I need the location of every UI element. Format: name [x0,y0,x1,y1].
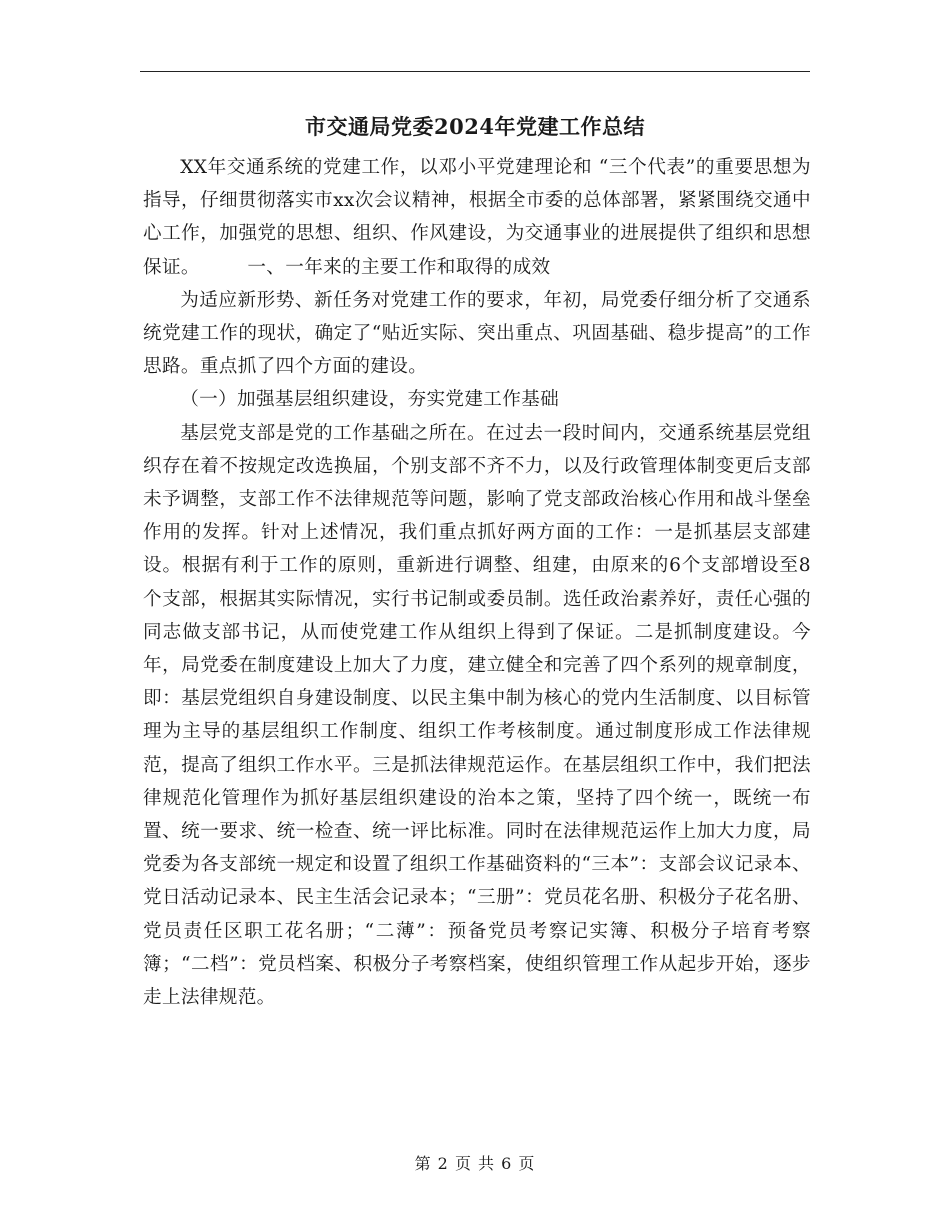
document-body [143,151,811,1014]
header-rule [140,71,810,72]
paragraph-approach: 为适应新形势、新任务对党建工作的要求，年初，局党委仔细分析了交通系统党建工作的现状，确定了“贴近实际、突出重点、巩固基础、稳步提高”的工作思路。重点抓了四个方面的建设。 [143,289,811,378]
paragraph-branch-building: 基层党支部是党的工作基础之所在。在过去一段时间内，交通系统基层党组织存在着不按规定改选换届，个别支部不齐不力，以及行政管理体制变更后支部未予调整，支部工作不法律规范等问题，影响了党支部政治核心作用和战斗堡垒作用的发挥。针对上述情况，我们重点抓好两方面的工作：一是抓基层支部建设。根据有利于工作的原则，重新进行调整、组建，由原来的6个支部增设至8个支部，根据其实际情况，实行书记制或委员制。选任政治素养好，责任心强的同志做支部书记，从而使党建工作从组织上得到了保证。二是抓制度建设。今年，局党委在制度建设上加大了力度，建立健全和完善了四个系列的规章制度，即：基层党组织自身建设制度、以民主集中制为核心的党内生活制度、以目标管理为主导的基层组织工作制度、组织工作考核制度。通过制度形成工作法律规范，提高了组织工作水平。三是抓法律规范运作。在基层组织工作中，我们把法律规范化管理作为抓好基层组织建设的治本之策，坚持了四个统一，既统一布置、统一要求、统一检查、统一评比标准。同时在法律规范运作上加大力度，局党委为各支部统一规定和设置了组织工作基础资料的“三本”：支部会议记录本、党日活动记录本、民主生活会记录本；“三册”：党员花名册、积极分子花名册、党员责任区职工花名册；“二薄”：预备党员考察记实簿、积极分子培育考察簿；“二档”：党员档案、积极分子考察档案，使组织管理工作从起步开始，逐步走上法律规范。 [143,422,811,1009]
section-heading: （一）加强基层组织建设，夯实党建工作基础 [180,389,560,411]
document-title: 市交通局党委2024年党建工作总结 [305,114,645,139]
page-number-footer: 第 2 页 共 6 页 [414,1154,536,1173]
paragraph-intro: XX年交通系统的党建工作，以邓小平党建理论和 “三个代表”的重要思想为指导，仔细贯彻落实市xx次会议精神，根据全市委的总体部署，紧紧围绕交通中心工作，加强党的思想、组织、作风建设，为交通事业的进展提供了组织和思想保证。 一、一年来的主要工作和取得的成效 [143,157,811,278]
